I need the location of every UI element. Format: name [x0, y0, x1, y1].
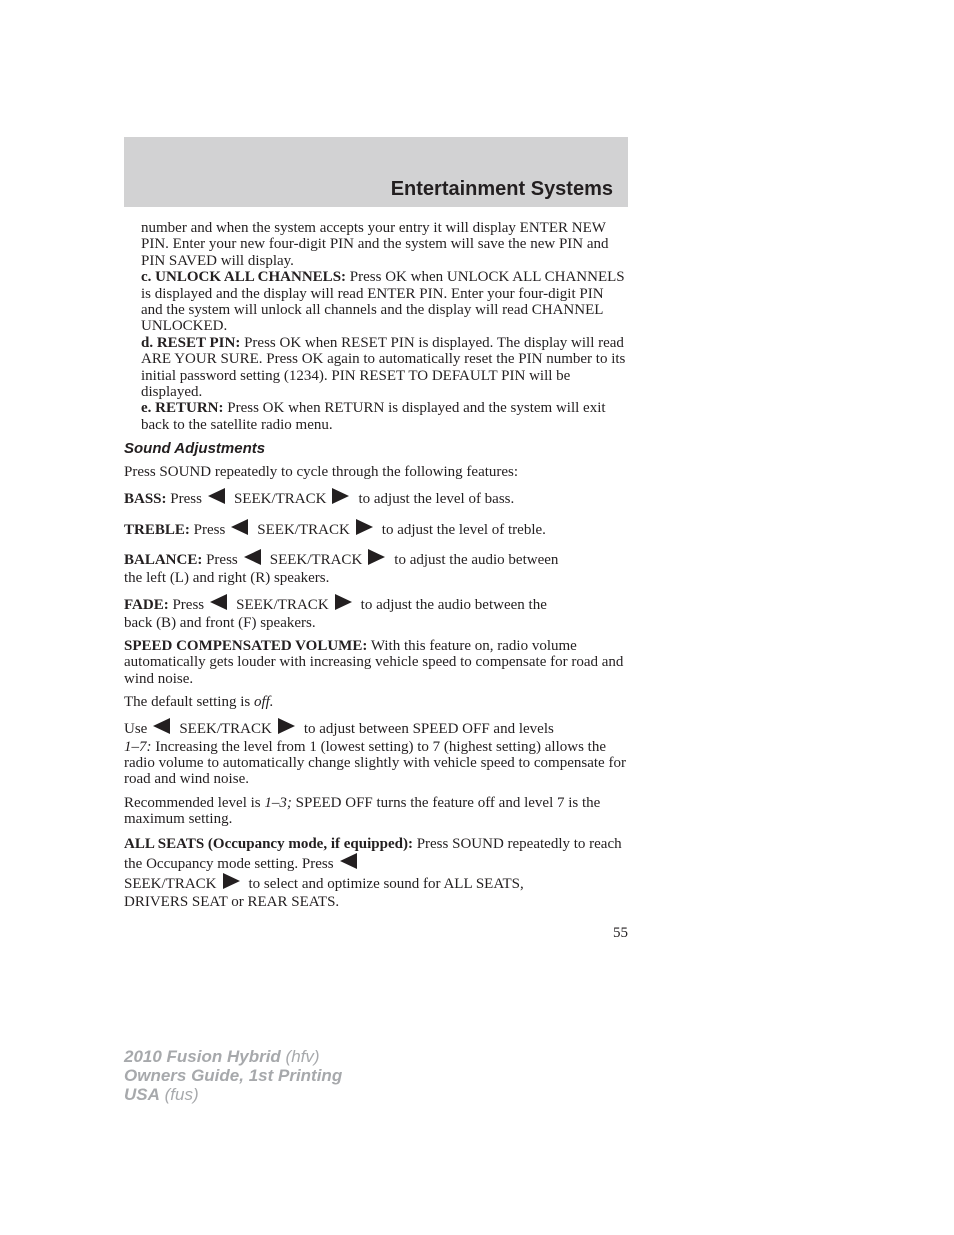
footer-model-code: (hfv): [280, 1047, 320, 1066]
footer-line-1: [124, 1047, 342, 1066]
press-text: Press: [170, 491, 202, 508]
step-c: [141, 269, 628, 335]
footer-model: 2010 Fusion Hybrid: [124, 1047, 281, 1066]
seek-left-arrow-icon: [153, 718, 170, 734]
recommended-paragraph: [124, 795, 628, 828]
seek-left-arrow-icon: [231, 519, 248, 535]
scv-text: With this feature on, radio volume automatically gets louder with increasing vehicle speed to compensate for road and wind noise.: [124, 637, 624, 687]
seek-right-arrow-icon: [368, 549, 385, 565]
press-text: Press: [172, 596, 205, 613]
seek-track-text: SEEK/TRACK: [257, 522, 350, 539]
treble-label: TREBLE:: [124, 522, 190, 539]
levels-value: 1–7:: [124, 738, 152, 755]
seek-right-arrow-icon: [356, 519, 373, 535]
treble-line: [124, 518, 628, 542]
seek-left-arrow-icon: [244, 549, 261, 565]
seek-left-arrow-icon: [208, 488, 225, 504]
treble-text: to adjust the level of treble.: [381, 522, 546, 539]
balance-text-2: the left (L) and right (R) speakers.: [124, 570, 330, 587]
pin-steps: [124, 220, 628, 433]
step-c-label: c. UNLOCK ALL CHANNELS:: [141, 269, 347, 286]
recommended-value: 1–3;: [264, 794, 292, 811]
scv-paragraph: [124, 638, 628, 687]
fade-text-2: back (B) and front (F) speakers.: [124, 614, 316, 631]
page-number: 55: [613, 925, 628, 941]
seek-right-arrow-icon: [332, 488, 349, 504]
all-seats-text: Press SOUND repeatedly to reach the Occupancy mode setting. Press: [124, 835, 622, 872]
use-text: Use: [124, 720, 148, 737]
footer-line-3: [124, 1085, 342, 1104]
sound-adjustments-title: Sound Adjustments: [124, 440, 266, 458]
seek-track-text: SEEK/TRACK: [233, 491, 327, 508]
seek-right-arrow-icon: [335, 594, 352, 610]
all-seats-text-2: to select and optimize sound for ALL SEATS,: [248, 875, 524, 892]
step-e-label: e. RETURN:: [141, 400, 224, 417]
footer-market-code: (fus): [159, 1085, 199, 1104]
bass-text: to adjust the level of bass.: [358, 491, 515, 508]
footer-market: USA: [124, 1085, 160, 1104]
seek-left-arrow-icon: [210, 594, 227, 610]
balance-paragraph: [124, 549, 628, 586]
step-d-text: Press OK when RESET PIN is displayed. The display will read ARE YOUR SURE. Press OK again to automatically reset the PIN number to its initial password setting (1234). PIN RESET TO DEFAULT PIN will be displayed.: [141, 334, 626, 401]
balance-text: to adjust the audio between: [394, 552, 559, 569]
seek-track-text: SEEK/TRACK: [269, 552, 363, 569]
footer-guide: Owners Guide, 1st Printing: [124, 1066, 343, 1085]
bass-line: [124, 487, 628, 511]
seek-track-text: SEEK/TRACK: [236, 596, 329, 613]
step-e: [141, 400, 628, 433]
seek-right-arrow-icon: [278, 718, 295, 734]
all-seats-text-3: DRIVERS SEAT or REAR SEATS.: [124, 893, 340, 910]
default-value: off.: [253, 694, 274, 711]
step-d-label: d. RESET PIN:: [141, 334, 241, 351]
default-setting: [124, 694, 628, 710]
footer-line-2: [124, 1066, 342, 1085]
step-d: [141, 335, 628, 401]
fade-text: to adjust the audio between the: [360, 596, 547, 613]
seek-left-arrow-icon: [340, 853, 357, 869]
page-content: [124, 220, 628, 910]
balance-label: BALANCE:: [124, 552, 203, 569]
all-seats-paragraph: [124, 835, 628, 910]
bass-label: BASS:: [124, 491, 167, 508]
press-text: Press: [193, 522, 226, 539]
scv-label: SPEED COMPENSATED VOLUME:: [124, 637, 368, 654]
intro-paragraph: number and when the system accepts your entry it will display ENTER NEW PIN. Enter your new four-digit PIN and the system will save the new PIN and PIN SAVED will display.: [141, 220, 609, 269]
header-band: [124, 137, 628, 207]
default-text: The default setting is: [124, 694, 254, 711]
footer: [124, 1047, 342, 1104]
fade-paragraph: [124, 594, 628, 631]
fade-label: FADE:: [124, 596, 169, 613]
use-paragraph: [124, 718, 628, 788]
recommended-text: Recommended level is: [124, 794, 265, 811]
step-c-text: Press OK when UNLOCK ALL CHANNELS is displayed and the display will read ENTER PIN. Enter your four-digit PIN and the system will unlock all channels and the display will read CHANNEL UNLOCKED.: [141, 269, 625, 335]
all-seats-label: ALL SEATS (Occupancy mode, if equipped):: [124, 835, 413, 852]
section-header-title: Entertainment Systems: [390, 178, 613, 200]
levels-text: Increasing the level from 1 (lowest setting) to 7 (highest setting) allows the radio volume to automatically change slightly with vehicle speed to compensate for road and wind noise.: [124, 738, 626, 788]
step-e-text: Press OK when RETURN is displayed and the system will exit back to the satellite radio menu.: [141, 400, 606, 433]
recommended-text-2: SPEED OFF turns the feature off and level 7 is the maximum setting.: [124, 794, 601, 828]
use-description: to adjust between SPEED OFF and levels: [303, 720, 554, 737]
seek-right-arrow-icon: [223, 873, 240, 889]
seek-track-text: SEEK/TRACK: [124, 875, 217, 892]
sound-intro: Press SOUND repeatedly to cycle through the following features:: [124, 463, 519, 480]
seek-track-text: SEEK/TRACK: [179, 720, 272, 737]
press-text: Press: [206, 552, 238, 569]
